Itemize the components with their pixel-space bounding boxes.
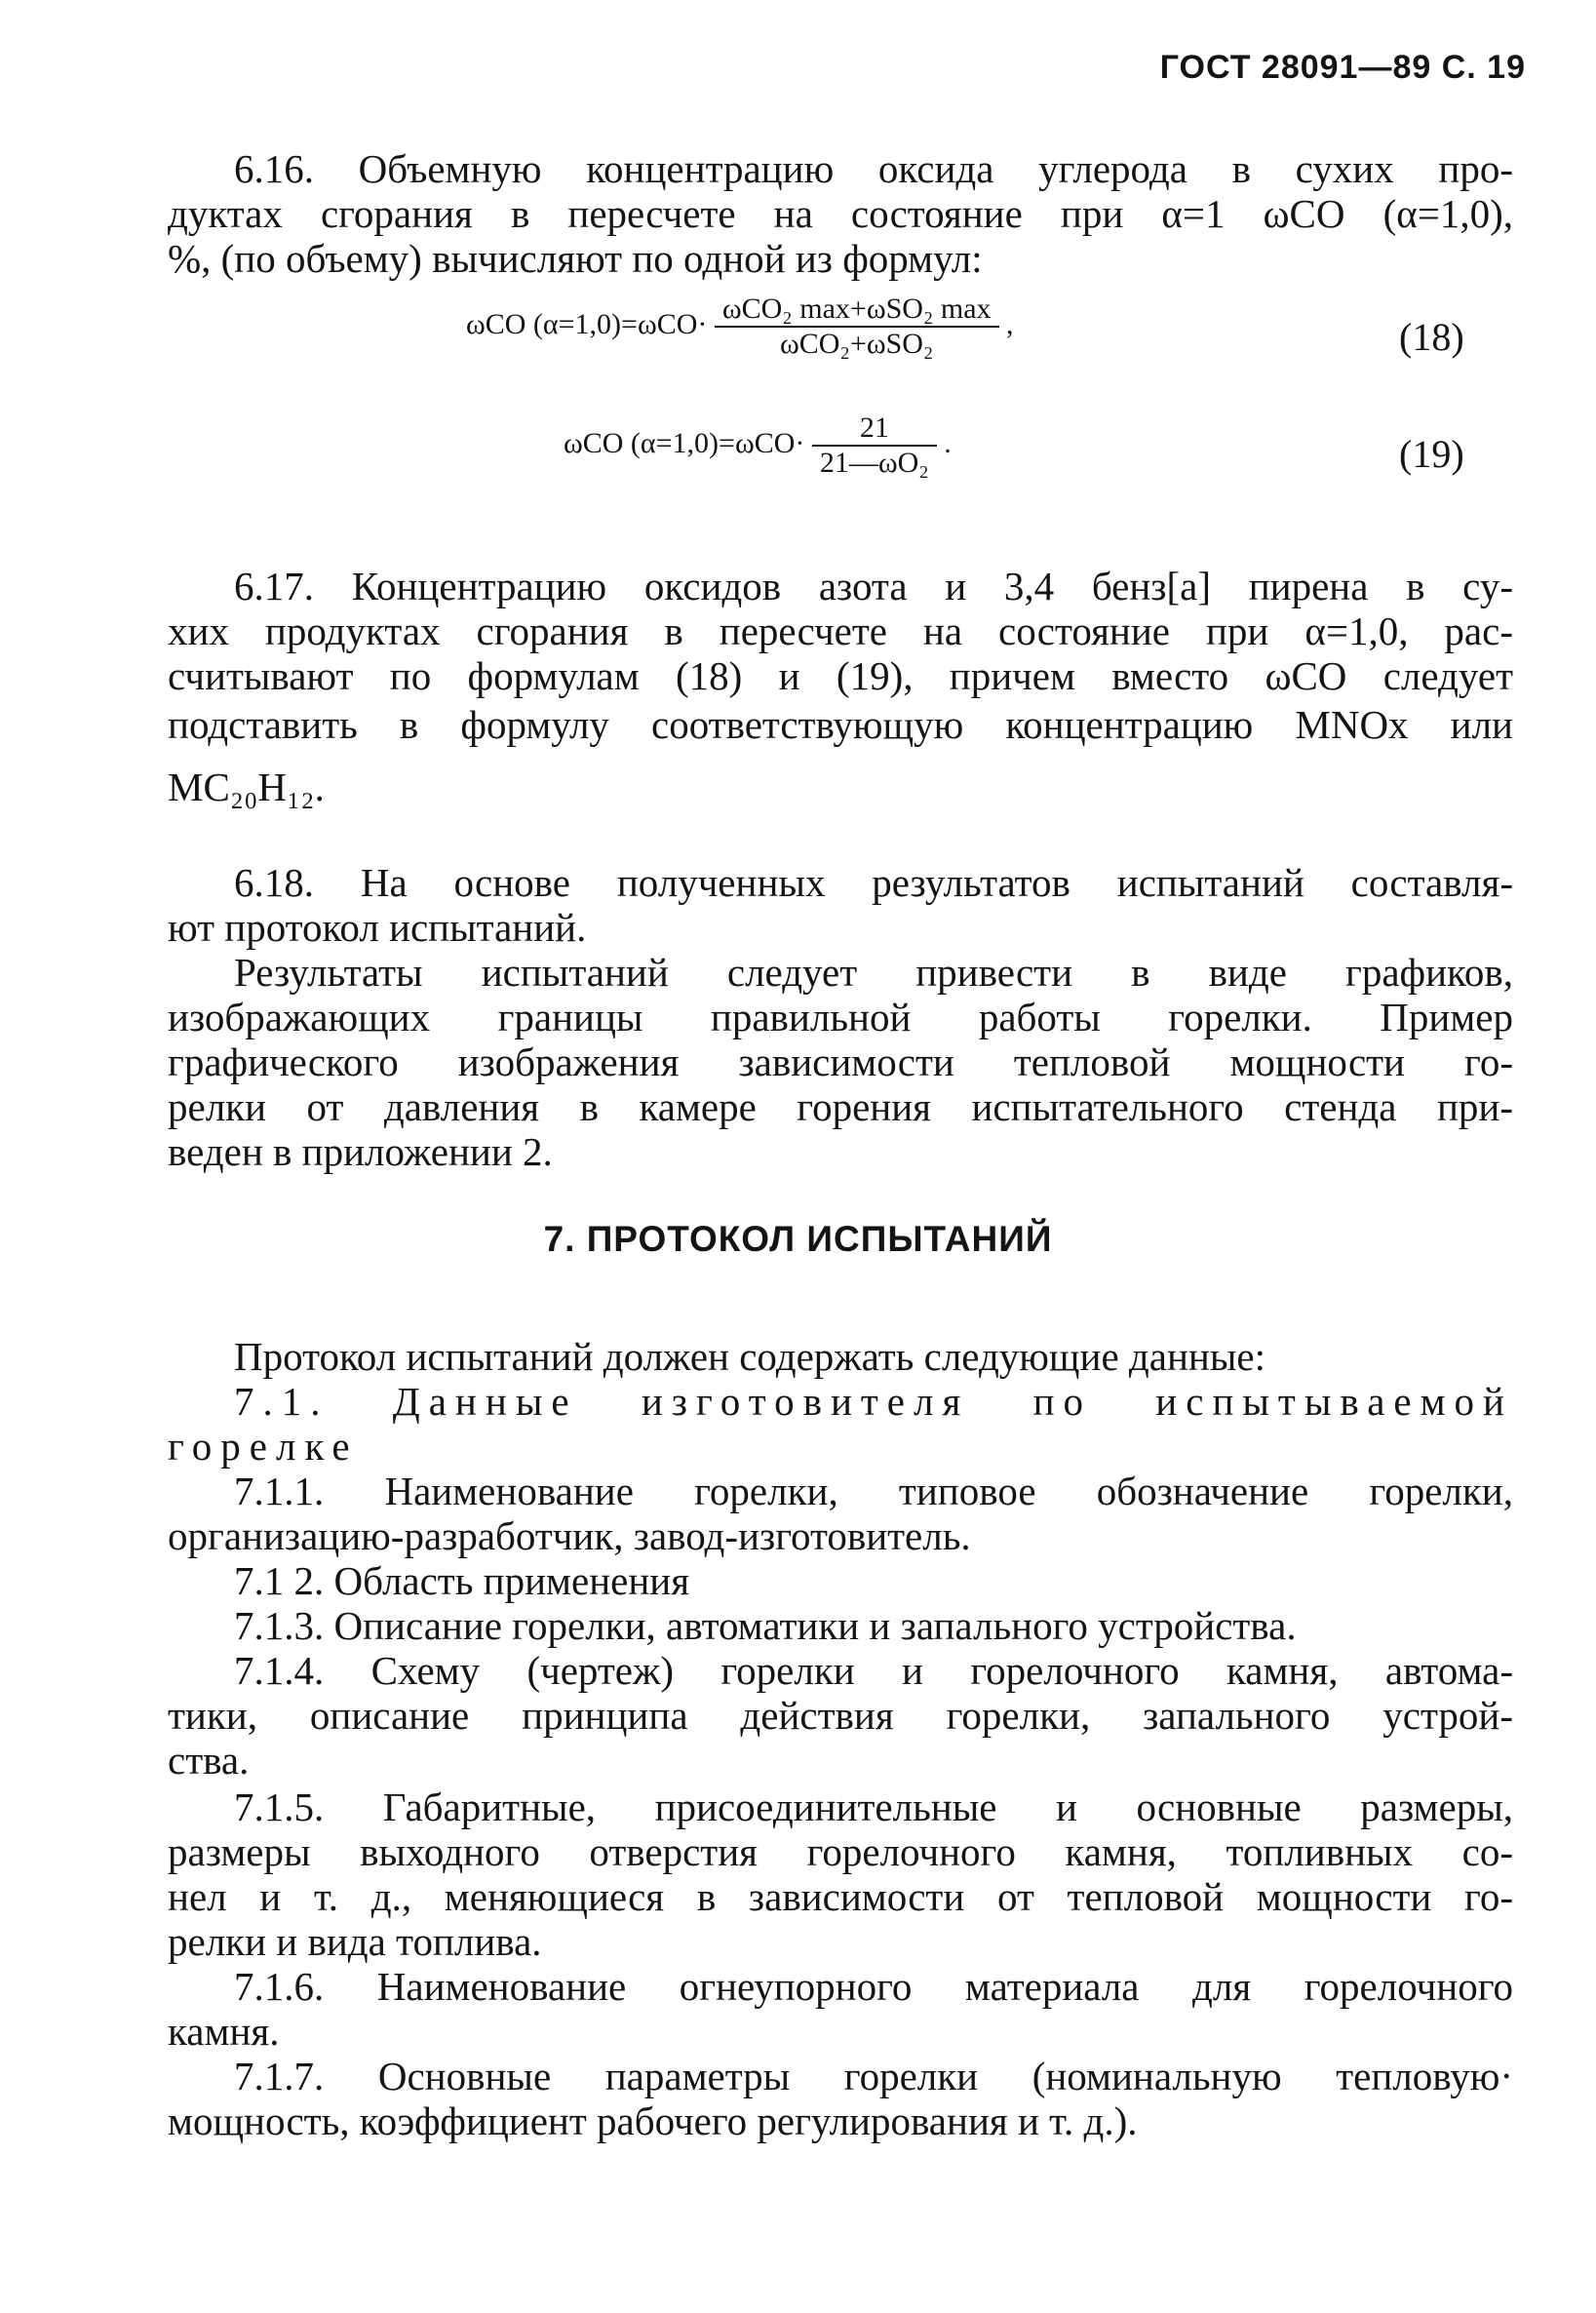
text-line: мощность, коэффициент рабочего регулирования и т. д.). xyxy=(168,2098,1138,2143)
text-line: 7.1.3. Описание горелки, автоматики и запального устройства. xyxy=(234,1603,1297,1648)
text-line: считывают по формулам (18) и (19), причем вместо ωCO следует xyxy=(168,653,1513,698)
text-line: релки и вида топлива. xyxy=(168,1919,542,1964)
text-line: графического изображения зависимости тепловой мощности го- xyxy=(168,1039,1513,1084)
text-line: веден в приложении 2. xyxy=(168,1129,553,1174)
text-line: 7.1.4. Схему (чертеж) горелки и горелочного камня, автома- xyxy=(234,1648,1513,1693)
section-heading: 7. ПРОТОКОЛ ИСПЫТАНИЙ xyxy=(543,1219,1053,1259)
text-line: размеры выходного отверстия горелочного камня, топливных со- xyxy=(168,1829,1513,1874)
text-line: 7.1. Данные изготовителя по испытываемой xyxy=(234,1379,1513,1424)
text-line: 7.1.1. Наименование горелки, типовое обозначение горелки, xyxy=(234,1469,1513,1513)
page-header: ГОСТ 28091—89 С. 19 xyxy=(1159,49,1526,86)
formula-tail: . xyxy=(944,426,952,459)
text-line: Протокол испытаний должен содержать следующие данные: xyxy=(234,1334,1265,1379)
text-line: %, (по объему) вычисляют по одной из формул: xyxy=(168,236,983,281)
text-line: тики, описание принципа действия горелки, запального устрой- xyxy=(168,1693,1513,1738)
text-line: MC₂₀H₁₂. xyxy=(168,764,325,809)
formula-denominator: ωCO₂+ωSO₂ xyxy=(780,328,934,360)
formula-lhs: ωCO (α=1,0)=ωCO· xyxy=(466,307,708,340)
text-line: 6.17. Концентрацию оксидов азота и 3,4 бенз[а] пирена в су- xyxy=(234,564,1513,608)
formula-numerator: 21 xyxy=(812,412,937,447)
text-line: 7.1.7. Основные параметры горелки (номинальную тепловую· xyxy=(234,2054,1513,2098)
text-line: ют протокол испытаний. xyxy=(168,905,587,950)
text-line: организацию-разработчик, завод-изготовитель. xyxy=(168,1513,971,1558)
text-line: 7.1.5. Габаритные, присоединительные и основные размеры, xyxy=(234,1784,1513,1829)
text-line: хих продуктах сгорания в пересчете на состояние при α=1,0, рас- xyxy=(168,608,1513,653)
text-line: 7.1.6. Наименование огнеупорного материала для горелочного xyxy=(234,1964,1513,2009)
text-line: 7.1 2. Область применения xyxy=(234,1558,690,1603)
text-line: горелке xyxy=(168,1424,359,1469)
formula-denominator: 21—ωO₂ xyxy=(819,447,929,479)
text-line: релки от давления в камере горения испытательного стенда при- xyxy=(168,1084,1513,1129)
formula-tail: , xyxy=(1006,307,1014,340)
text-line: 6.16. Объемную концентрацию оксида углерода в сухих про- xyxy=(234,146,1513,191)
text-line: дуктах сгорания в пересчете на состояние при α=1 ωCO (α=1,0), xyxy=(168,191,1513,236)
formula-numerator: ωCO₂ max+ωSO₂ max xyxy=(715,293,999,328)
equation-number: (18) xyxy=(1399,315,1464,359)
text-line: Результаты испытаний следует привести в виде графиков, xyxy=(234,950,1513,995)
text-line: изображающих границы правильной работы горелки. Пример xyxy=(168,995,1513,1039)
text-line: нел и т. д., меняющиеся в зависимости от тепловой мощности го- xyxy=(168,1874,1513,1919)
formula-lhs: ωCO (α=1,0)=ωCO· xyxy=(564,426,805,459)
text-line: 6.18. На основе полученных результатов испытаний составля- xyxy=(234,860,1513,905)
equation-number: (19) xyxy=(1399,432,1464,476)
text-line: камня. xyxy=(168,2009,280,2054)
text-line: ства. xyxy=(168,1738,250,1783)
text-line: подставить в формулу соответствующую концентрацию MNOx или xyxy=(168,702,1513,747)
